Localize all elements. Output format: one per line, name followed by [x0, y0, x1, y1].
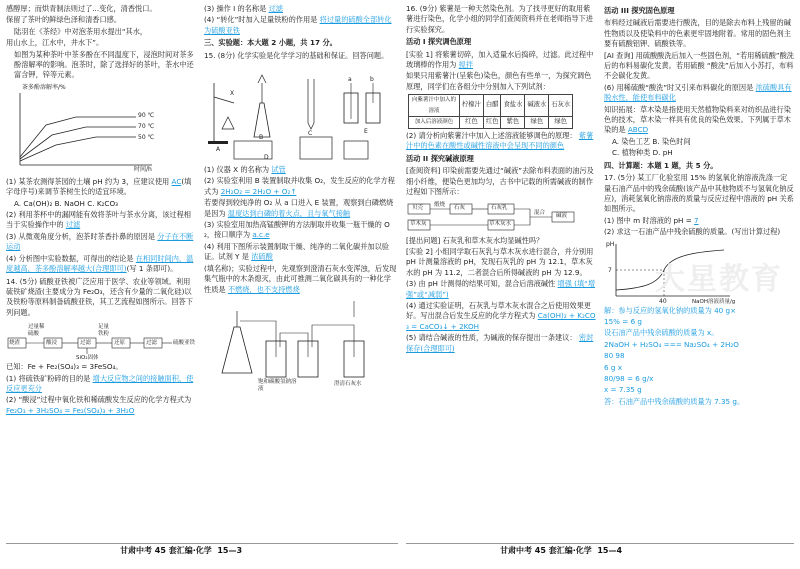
table-cell: 红色 — [460, 117, 484, 129]
q16-text: 如果只用紫薯汁(呈紫色)染色，颜色有些单一，为探究调色原理，同学们在各组分中分别加入下列试剂： — [406, 71, 592, 91]
footer-left-page: 15—3 — [217, 546, 243, 555]
q17-1: (1) 图中 m 时溶液的 pH = 7 — [604, 215, 699, 225]
calc-line: 解：参与反应的氢氧化钠的质量为 40 g× — [604, 305, 737, 315]
activity-1: 活动 I 探究调色原理 — [406, 37, 472, 47]
column-1 — [6, 4, 196, 417]
q15-1: (1) 仪器 X 的名称为 试管 — [204, 165, 286, 175]
section-3-title: 三、实验题：本大题 2 小题，共 17 分。 — [204, 38, 337, 48]
solubility-chart-svg — [6, 83, 156, 175]
c4-ai: [AI 查询] 用硫酸酸洗后加入一些固色剂，“若用稀硫酸”酸洗后的布料易碳化发黄。若用硫酸 “酸洗”后加入小苏打，布料不会碳化发黄。 — [604, 50, 794, 81]
lye-g: 混合 — [534, 209, 546, 216]
table-cell: 食盐水 — [501, 95, 525, 117]
column-2 — [204, 4, 398, 399]
label-c: C — [308, 130, 313, 138]
calc-line: 答：石油产品中残余硫酸的质量为 7.35 g。 — [604, 396, 745, 406]
legend-50: 50 ℃ — [138, 133, 155, 141]
q16-2: (2) 请分析向紫薯汁中加入上述溶液能够调色的原理： 紫薯汁中的色素在酸性或碱性溶液中会呈现不同的颜色 — [406, 131, 594, 151]
column-4 — [604, 4, 794, 408]
legend-70: 70 ℃ — [138, 122, 155, 130]
ph-ylabel: pH — [606, 240, 615, 248]
lye-flow — [406, 200, 596, 234]
q17-stem: 17. (5分) 某工厂化验室用 15% 的氢氧化钠溶液洗涤一定量石油产品中的残余硫酸(该产品中其他物质不与氢氧化钠反应)，消耗氢氧化钠溶液的质量与反应过程中溶液的 pH 关系如图所示。 — [604, 173, 794, 214]
q16-1: [实验 1] 将紫薯切碎，加入适量水后捣碎，过滤。此过程中玻璃棒的作用为 搅拌 — [406, 49, 594, 70]
q16-stem: 16. (9分) 紫薯是一种天然染色剂。为了找寻更好的取用紫薯进行染色，化学小组的同学们查阅资料并在老师指导下进行实验探究。 — [406, 4, 593, 34]
q16-question: [提出问题] 石灰乳和草木灰水均显碱性吗？ — [406, 235, 544, 245]
watermark: 大星教育 — [655, 262, 783, 297]
calc-line: 80/98 = 6 g/x — [604, 373, 654, 383]
q13-2: (2) 利用茶杯中的漏网能有效将茶叶与茶水分离，该过程相当于实验操作中的 过滤 — [6, 210, 191, 230]
c4-text: 布料经过碱液后需要进行酸洗，目的是除去布料上残留的碱性物质以及使染料中的色素更牢固地附着。常用的固色剂主要有硫酸铝钾、硫酸铁等。 — [604, 18, 791, 49]
label-port-b: b — [370, 76, 374, 84]
table-cell: 绿色 — [525, 117, 549, 129]
table-cell: 加入后溶液颜色 — [409, 117, 460, 129]
lye-e: 草木灰 — [410, 220, 427, 227]
chart-xlabel: 时间/h — [134, 165, 152, 173]
activity-2: 活动 II 探究碱液原理 — [406, 153, 474, 163]
intro-line: 感醇厚；而烘青制法则过了...变化，清香悦口。 — [6, 4, 157, 13]
footer-left — [120, 546, 242, 556]
ph-tick7: 7 — [608, 266, 612, 274]
q15-2: (2) 实验室利用 B 装置制取并收集 O₂，发生反应的化学方程式为 2H₂O₂ = 2H₂O + O₂↑ — [204, 176, 395, 196]
label-d: D — [264, 154, 269, 162]
apparatus-svg — [204, 63, 398, 163]
calc-line: x = 7.35 g — [604, 385, 642, 395]
q13-4: (4) 分析图中实验数据，可得出的结论是 在相同时间内，温度越高，茶多酚溶解率越大(合理即可)(写 1 条即可)。 — [6, 253, 194, 274]
calc-line: 80 98 — [604, 351, 625, 361]
q14-1: (1) 将硫铁矿粉碎的目的是 增大反应物之间的接触面积，使反应更充分 — [6, 373, 194, 393]
flow-g: 过滤 — [146, 340, 158, 347]
co2-apparatus — [204, 297, 398, 397]
label-b: B — [259, 134, 264, 142]
color-table — [408, 94, 573, 129]
label-port-a: a — [348, 76, 352, 84]
footer-divider-right — [406, 543, 794, 544]
q14-known: 已知：Fe + Fe₂(SO₄)₃ = 3FeSO₄。 — [6, 362, 123, 372]
apparatus-b — [254, 75, 270, 137]
intro-line: 保留了茶叶的鲜绿色泽和清香口感。 — [6, 15, 122, 25]
footer-right — [500, 546, 622, 556]
q14-4: (4) “转化”时加入足量铁粉的作用是 将过量的硫酸全部转化为硫酸亚铁 — [204, 15, 392, 35]
co2-apparatus-svg — [204, 297, 398, 397]
column-3 — [406, 4, 596, 355]
table-cell: 紫色 — [501, 117, 525, 129]
solubility-chart — [6, 83, 196, 175]
table-row — [409, 117, 573, 129]
q16-exp2: [实验 2] 小组同学取石灰乳与草木灰水进行混合，并分别用 pH 计测量溶液的 pH，发现石灰乳的 pH 为 12.1，草木灰水的 pH 为 11.2，二者混合后所得碱液的 pH 为 12.9。 — [406, 246, 594, 277]
lye-f: 草木灰水 — [489, 220, 512, 227]
lye-c: 石灰 — [454, 204, 466, 211]
lye-h: 碱液 — [556, 212, 568, 219]
q16-5: (5) 请结合碱液的性质，为碱液的保存提出一条建议： 密封保存(合理即可) — [406, 333, 594, 353]
label-e: E — [364, 128, 368, 136]
label-a: A — [216, 146, 221, 154]
q16-3: (3) 由 pH 计测得的结果可知，混合后溶液碱性 增强 (填“增强”或“减弱”) — [406, 279, 596, 299]
apparatus-figure — [204, 63, 398, 163]
q14-2: (2) “酸浸”过程中氧化铁和稀硫酸发生反应的化学方程式为 Fe₂O₃ + 3H₂SO₄ = Fe₂(SO₄)₃ + 3H₂O — [6, 395, 192, 415]
calc-line: 15% = 6 g — [604, 316, 642, 326]
q13-options: A. Ca(OH)₂ B. NaOH C. K₂CO₃ — [14, 198, 118, 208]
process-flow — [6, 320, 196, 360]
intro-line: 如图为某种茶叶中茶多酚在不同温度下，浸泡时间对茶多酚溶解率的影响。泡茶时，除了选择好的茶叶，茶水中还富含钾，锌等元素。 — [14, 49, 194, 80]
q16-ref: [查阅资料] 印染前需要先通过“碱液”去除布料表面的油污及细小纤维，便染色更加均匀，古书中记载的所需碱液的制作过程如下图所示： — [406, 166, 594, 197]
bottle-label-1: 饱和碳酸氢钠溶液 — [258, 378, 297, 392]
activity-3: 活动 III 探究固色原理 — [604, 6, 675, 15]
q15-4b: (填名称)；实验过程中，先观察到澄清石灰水变浑浊，后发现集气瓶中的木条熄灭，由此可推测二氧化碳具有的一种化学性质是 不燃烧，也不支持燃烧 — [204, 263, 397, 294]
intro-line: 用山水上，江水中，井水下”。 — [6, 38, 104, 48]
flow-d: 过滤 — [80, 340, 92, 347]
table-row — [409, 95, 573, 117]
line-50 — [20, 137, 136, 161]
q14-3: (3) 操作 I 的名称是 过滤 — [204, 4, 283, 13]
q15-2b: 若要得到较纯净的 O₂ 从 a 口进入 E 装置，观察到白磷燃烧是因为 温度达到白磷的着火点，且与氧气接触 — [204, 198, 394, 218]
flow-a: 烧渣 — [9, 340, 21, 347]
knowledge-ext: 知识拓展：草木染是指使用天然植物染料来对纺织品进行染色的技术，草木染一样具有优良的染色效果。下列属于草木染的是 ABCD — [604, 104, 791, 135]
table-cell: 绿色 — [549, 117, 573, 129]
lye-a: 贝壳 — [412, 204, 424, 211]
section-4-title: 四、计算题：本题 1 题，共 5 分。 — [604, 160, 718, 170]
flow-i: SiO₂固体 — [76, 355, 99, 362]
q16-6: (6) 用稀硫酸“酸洗”时又引来布料碳化的原因是 浓硫酸具有脱水性，能使布料碳化 — [604, 82, 792, 103]
line-70 — [20, 127, 136, 159]
footer-divider-left — [6, 543, 398, 544]
flow-f: 还原 — [114, 340, 126, 347]
ph-xlabel: NaOH溶液质量/g — [692, 298, 736, 305]
footer-right-title: 甘肃中考 45 套汇编·化学 — [500, 546, 592, 555]
flow-e: 足量铁粉 — [98, 324, 110, 338]
footer-right-page: 15—4 — [597, 546, 623, 555]
table-cell: 白醋 — [483, 95, 501, 117]
calc-line: 2NaOH + H₂SO₄ === Na₂SO₄ + 2H₂O — [604, 339, 739, 349]
legend-90: 90 ℃ — [138, 111, 155, 119]
q15-3: (3) 实验室用加热高锰酸钾的方法制取并收集一瓶干燥的 O₂，接口顺序为 a.c.e — [204, 220, 390, 240]
ph-tick40: 40 — [659, 297, 667, 305]
flow-b: 过量稀硫酸 — [28, 324, 45, 338]
lye-d: 石灰乳 — [491, 204, 508, 211]
q16-4: (4) 通过实验证明，石灰乳与草木灰水混合之后使用效果更好。写出混合后发生反应的化学方程式为 Ca(OH)₂ + K₂CO₃ = CaCO₃↓ + 2KOH — [406, 300, 596, 331]
calc-line: 6 g x — [604, 362, 622, 372]
bottle-label-2: 澄清石灰水 — [334, 380, 362, 387]
intro-line: 陆羽在《茶经》中对泡茶用水提出“其水， — [14, 26, 148, 36]
flow-h: 硫酸亚铁 — [173, 340, 196, 347]
q15-4: (4) 利用下图所示装置制取干燥、纯净的二氧化碳并加以验证。试剂 Y 是 浓硫酸 — [204, 241, 389, 262]
table-cell: 石灰水 — [549, 95, 573, 117]
q15-stem: 15. (8分) 化学实验是化学学习的基础和保证。回答问题。 — [204, 50, 389, 60]
apparatus-e — [234, 137, 368, 159]
flow-c: 酸浸 — [46, 340, 58, 347]
options-ab: A. 染色工艺 B. 染色时间 — [612, 136, 691, 146]
apparatus-d — [344, 83, 380, 123]
chart-ylabel: 茶多酚溶解率/% — [22, 83, 66, 91]
q13-3: (3) 从微观角度分析，泡茶时茶香扑鼻的原因是 分子在不断运动 — [6, 231, 194, 252]
table-cell: 碱液水 — [525, 95, 549, 117]
apparatus-c — [308, 79, 314, 129]
footer-left-title: 甘肃中考 45 套汇编·化学 — [120, 546, 212, 555]
table-cell: 向紫薯汁中加入的溶液 — [409, 95, 460, 117]
calc-line: 设石油产品中残余硫酸的质量为 x。 — [604, 328, 719, 338]
label-x: X — [230, 90, 235, 98]
options-cd: C. 植物种类 D. pH — [612, 148, 673, 158]
q14-stem: 14. (5分) 硫酸亚铁被广泛应用于医学、农业等领域。利用硫铁矿烧渣(主要成分为 Fe₂O₃，还含有少量的二氧化硅)以及铁粉等原料制备硫酸亚铁，其工艺流程如图所示。回答下列问题。 — [6, 276, 193, 317]
table-cell: 红色 — [483, 117, 501, 129]
q17-2: (2) 求这一石油产品中残余硫酸的质量。(写出计算过程) — [604, 227, 781, 237]
lye-b: 煅烧 — [434, 201, 446, 208]
table-cell: 柠檬汁 — [460, 95, 484, 117]
q13-1: (1) 某茶农测得茶园的土壤 pH 约为 3，应建议使用 AC(填字母序号)来调节茶树生长的适宜环境。 — [6, 176, 192, 197]
